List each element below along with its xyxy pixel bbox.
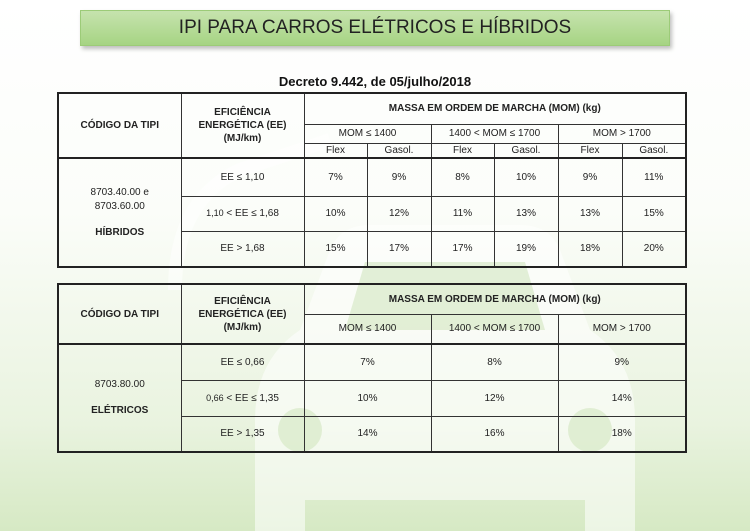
header-efficiency-line3: (MJ/km) (223, 133, 262, 144)
rate-cell: 8% (431, 158, 494, 196)
ee-range: EE > 1,68 (181, 231, 304, 267)
rate-cell: 18% (558, 416, 686, 452)
ee-range-low: 1,10 (206, 208, 224, 218)
rate-cell: 15% (622, 196, 686, 231)
tipi-code-cell (58, 158, 181, 267)
electric-table (57, 283, 687, 453)
rate-cell: 15% (304, 231, 367, 267)
hybrids-table (57, 92, 687, 268)
ee-range-low: 0,66 (206, 392, 224, 403)
ee-range (181, 380, 304, 416)
header-efficiency (181, 284, 304, 344)
rate-cell: 9% (558, 344, 686, 380)
header-efficiency (181, 93, 304, 158)
mass-range: 1400 < MOM ≤ 1700 (431, 124, 558, 143)
ee-range-rest: < EE ≤ 1,35 (223, 392, 279, 404)
rate-cell: 9% (558, 158, 622, 196)
fuel-type: Gasol. (622, 143, 686, 158)
decree-subtitle: Decreto 9.442, de 05/julho/2018 (278, 74, 472, 89)
mass-range: MOM > 1700 (558, 124, 686, 143)
ee-range: EE ≤ 0,66 (181, 344, 304, 380)
rate-cell: 16% (431, 416, 558, 452)
rate-cell: 14% (304, 416, 431, 452)
rate-cell: 7% (304, 158, 367, 196)
rate-cell: 13% (558, 196, 622, 231)
ee-range: EE ≤ 1,10 (181, 158, 304, 196)
header-code: CÓDIGO DA TIPI (58, 284, 181, 344)
rate-cell: 18% (558, 231, 622, 267)
category-label: ELÉTRICOS (91, 405, 149, 416)
rate-cell: 10% (494, 158, 558, 196)
rate-cell: 10% (304, 196, 367, 231)
rate-cell: 7% (304, 344, 431, 380)
header-code: CÓDIGO DA TIPI (58, 93, 181, 158)
rate-cell: 17% (367, 231, 431, 267)
tipi-code-cell (58, 344, 181, 452)
page-title: IPI PARA CARROS ELÉTRICOS E HÍBRIDOS (80, 10, 670, 46)
rate-cell: 8% (431, 344, 558, 380)
tipi-code-line1: 8703.40.00 e (90, 186, 149, 198)
rate-cell: 14% (558, 380, 686, 416)
rate-cell: 11% (431, 196, 494, 231)
ee-range (181, 196, 304, 231)
header-efficiency-line2: ENERGÉTICA (EE) (198, 308, 287, 320)
fuel-type: Flex (558, 143, 622, 158)
header-efficiency-line1: EFICIÊNCIA (214, 107, 271, 118)
rate-cell: 9% (367, 158, 431, 196)
header-efficiency-line2: ENERGÉTICA (EE) (198, 120, 287, 131)
tipi-code-line1: 8703.80.00 (94, 379, 145, 390)
mass-range: MOM > 1700 (558, 314, 686, 344)
header-mass: MASSA EM ORDEM DE MARCHA (MOM) (kg) (304, 93, 686, 124)
fuel-type: Flex (304, 143, 367, 158)
rate-cell: 11% (622, 158, 686, 196)
fuel-type: Gasol. (494, 143, 558, 158)
rate-cell: 17% (431, 231, 494, 267)
rate-cell: 19% (494, 231, 558, 267)
category-label: HÍBRIDOS (95, 226, 145, 238)
rate-cell: 10% (304, 380, 431, 416)
rate-cell: 12% (431, 380, 558, 416)
header-efficiency-line1: EFICIÊNCIA (214, 295, 271, 307)
mass-range: 1400 < MOM ≤ 1700 (431, 314, 558, 344)
rate-cell: 13% (494, 196, 558, 231)
rate-cell: 20% (622, 231, 686, 267)
fuel-type: Gasol. (367, 143, 431, 158)
fuel-type: Flex (431, 143, 494, 158)
header-efficiency-line3: (MJ/km) (223, 321, 262, 333)
mass-range: MOM ≤ 1400 (304, 124, 431, 143)
ee-range-rest: < EE ≤ 1,68 (223, 208, 279, 219)
tipi-code-line2: 8703.60.00 (94, 200, 145, 212)
rate-cell: 12% (367, 196, 431, 231)
mass-range: MOM ≤ 1400 (304, 314, 431, 344)
ee-range: EE > 1,35 (181, 416, 304, 452)
header-mass: MASSA EM ORDEM DE MARCHA (MOM) (kg) (304, 284, 686, 314)
